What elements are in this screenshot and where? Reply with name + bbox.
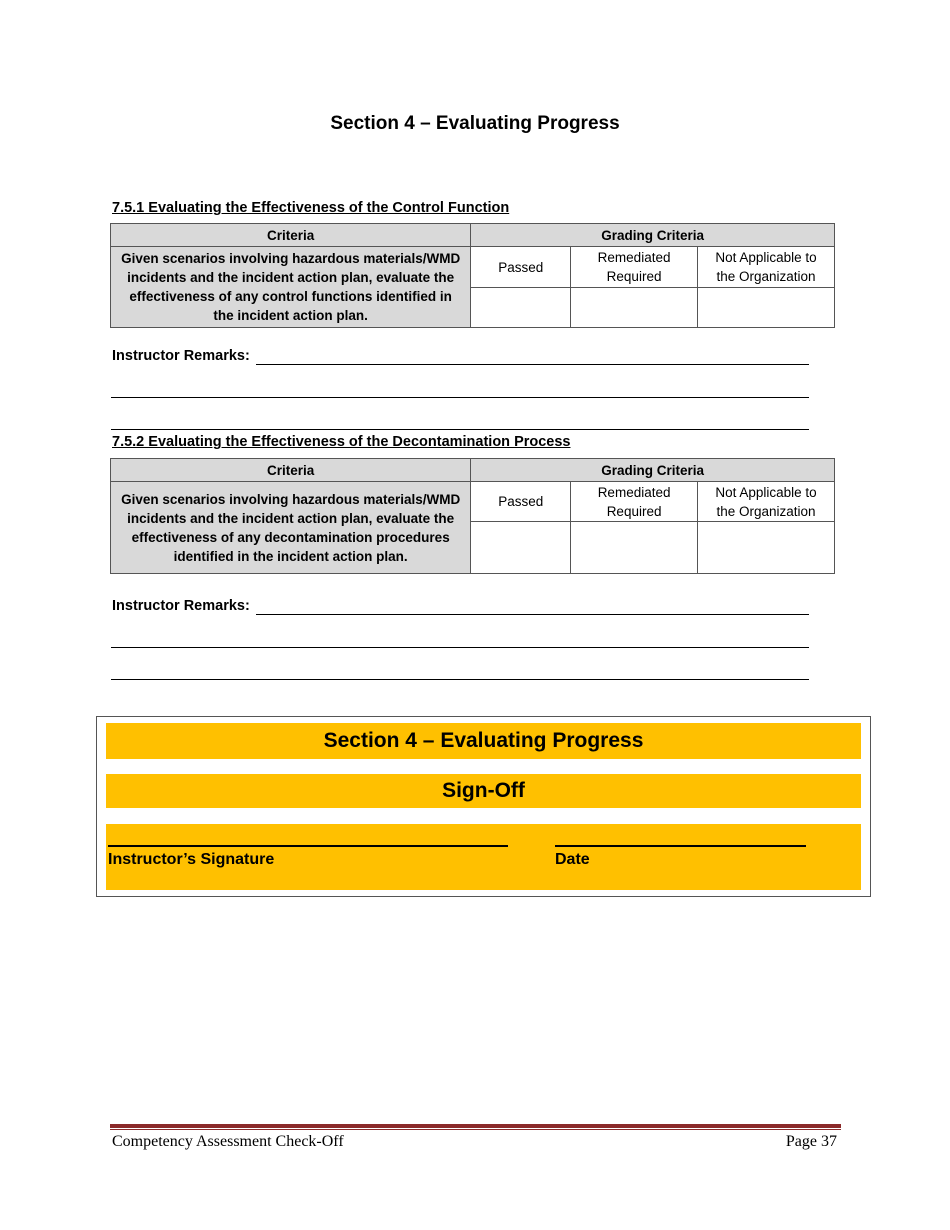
signature-line[interactable] [108, 845, 508, 847]
instructor-remarks-label: Instructor Remarks: [112, 348, 250, 364]
section-heading-7-5-1: 7.5.1 Evaluating the Effectiveness of the Control Function [112, 200, 510, 216]
grade-cell-remediated[interactable] [571, 288, 698, 328]
option-remediated-text: Remediated Required [597, 484, 671, 519]
section-heading-7-5-2: 7.5.2 Evaluating the Effectiveness of the Decontamination Process [112, 434, 571, 450]
footer-divider [110, 1124, 841, 1128]
grade-cell-not-applicable[interactable] [698, 522, 835, 574]
footer-page-number: Page 37 [785, 1133, 837, 1150]
grading-table-7-5-2 [110, 458, 835, 574]
criteria-column-header: Criteria [111, 459, 471, 482]
footer-divider-thin [110, 1129, 841, 1130]
page-title: Section 4 – Evaluating Progress [330, 113, 620, 134]
grade-cell-remediated[interactable] [571, 522, 698, 574]
signature-band [106, 824, 861, 890]
grading-table-7-5-1 [110, 223, 835, 328]
date-line[interactable] [555, 845, 806, 847]
option-not-applicable-label [698, 247, 835, 288]
signoff-section-title: Section 4 – Evaluating Progress [106, 723, 861, 759]
grade-cell-passed[interactable] [471, 522, 571, 574]
grading-criteria-column-header: Grading Criteria [471, 224, 835, 247]
remarks-line[interactable] [111, 429, 809, 430]
option-remediated-label [571, 247, 698, 288]
remarks-line[interactable] [256, 364, 809, 365]
option-remediated-text: Remediated Required [597, 250, 671, 284]
criteria-description: Given scenarios involving hazardous materials/WMD incidents and the incident action plan, evaluate the effectiveness of any decontamination procedures identified in the incident action plan. [111, 482, 471, 574]
remarks-line[interactable] [111, 397, 809, 398]
option-passed-label: Passed [471, 247, 571, 288]
grading-criteria-column-header: Grading Criteria [471, 459, 835, 482]
grade-cell-passed[interactable] [471, 288, 571, 328]
date-label: Date [555, 851, 590, 868]
option-not-applicable-label [698, 482, 835, 522]
option-not-applicable-text: Not Applicable to the Organization [715, 484, 817, 519]
option-remediated-label [571, 482, 698, 522]
signoff-heading: Sign-Off [106, 774, 861, 808]
remarks-line[interactable] [256, 614, 809, 615]
instructor-remarks-label: Instructor Remarks: [112, 598, 250, 614]
remarks-line[interactable] [111, 647, 809, 648]
signoff-box [96, 716, 871, 897]
criteria-column-header: Criteria [111, 224, 471, 247]
grade-cell-not-applicable[interactable] [698, 288, 835, 328]
footer-document-title: Competency Assessment Check-Off [112, 1133, 344, 1150]
option-not-applicable-text: Not Applicable to the Organization [715, 250, 817, 284]
criteria-description: Given scenarios involving hazardous materials/WMD incidents and the incident action plan, evaluate the effectiveness of any control functions identified in the incident action plan. [111, 247, 471, 328]
remarks-line[interactable] [111, 679, 809, 680]
option-passed-label: Passed [471, 482, 571, 522]
instructor-signature-label: Instructor’s Signature [108, 851, 275, 868]
